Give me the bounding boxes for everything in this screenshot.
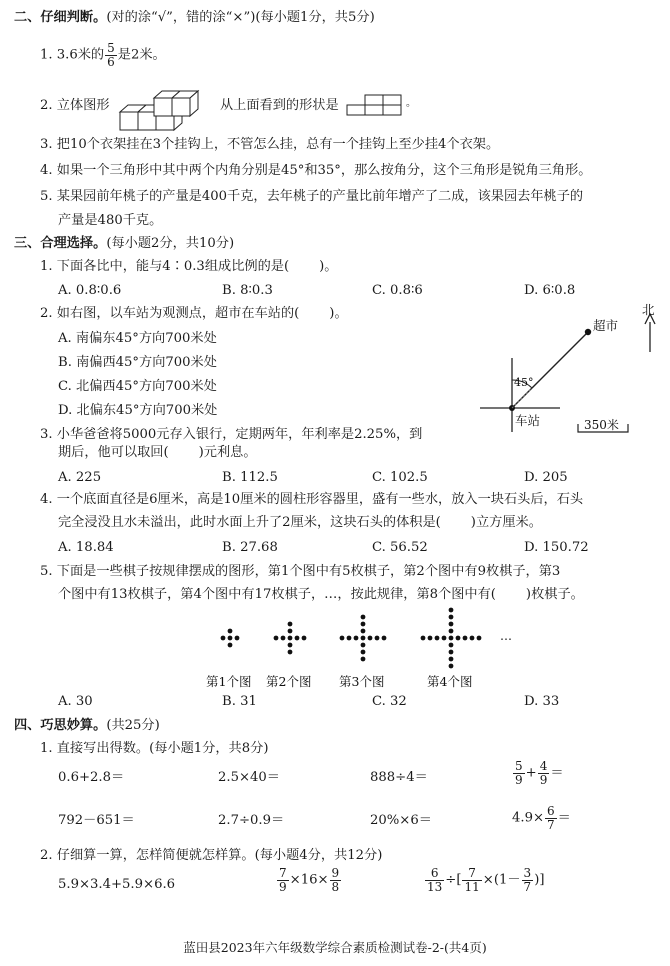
section-2-desc: (对的涂“√”，错的涂“×”)(每小题1分，共5分): [106, 10, 375, 25]
choice-q4-option-b: B. 27.68: [222, 540, 278, 555]
direction-map-figure: [470, 300, 666, 440]
section-3-title: 三、合理选择。: [14, 236, 107, 251]
supermarket-label: 超市: [593, 318, 619, 333]
calc-item-1: 0.6+2.8＝: [58, 770, 125, 785]
judge-q2-text: 2. 立体图形: [40, 98, 110, 113]
chess-piece-dot: [288, 636, 293, 641]
chess-piece-dot: [449, 622, 454, 627]
chess-piece-dot: [435, 636, 440, 641]
section-2-title: 二、仔细判断。: [14, 10, 107, 25]
calc-item-5: 792－651＝: [58, 813, 135, 828]
calc-expr-2: $\frac{7}{9}$ ×16× $\frac{9}{8}$: [279, 866, 340, 894]
judge-q4: 4. 如果一个三角形中其中两个内角分别是45°和35°，那么按角分，这个三角形是锐角三角形。: [40, 163, 592, 178]
choice-q5-option-c: C. 32: [372, 694, 407, 709]
choice-q2-option-b: B. 南偏西45°方向700米处: [58, 355, 217, 370]
choice-q1-option-b: B. 8∶0.3: [222, 283, 273, 298]
chess-piece-dot: [368, 636, 373, 641]
choice-q5-option-a: A. 30: [58, 694, 93, 709]
calc-item-2: 2.5×40＝: [218, 770, 280, 785]
chess-piece-dot: [477, 636, 482, 641]
choice-q4-option-a: A. 18.84: [58, 540, 114, 555]
chess-piece-dot: [361, 650, 366, 655]
chess-piece-dot: [347, 636, 352, 641]
chess-piece-dot: [302, 636, 307, 641]
judge-q1-text-end: 是2米。: [117, 47, 166, 63]
chess-piece-dot: [340, 636, 345, 641]
calc-expr-1: 5.9×3.4+5.9×6.6: [58, 877, 176, 892]
choice-q1-option-a: A. 0.8∶0.6: [58, 283, 122, 298]
figure-2-label: 第2个图: [266, 674, 312, 689]
chess-piece-dot: [382, 636, 387, 641]
choice-q1-option-d: D. 6∶0.8: [524, 283, 576, 298]
section-3-heading: [14, 236, 234, 253]
chess-piece-dot: [421, 636, 426, 641]
chess-piece-dot: [228, 629, 233, 634]
calc-item-6: 2.7÷0.9＝: [218, 813, 285, 828]
chess-piece-dot: [361, 643, 366, 648]
chess-piece-dot: [449, 664, 454, 669]
choice-q4-option-c: C. 56.52: [372, 540, 428, 555]
chess-piece-dot: [456, 636, 461, 641]
calc-item-8: 4.9× $\frac{6}{7}$ ＝: [512, 804, 571, 832]
figure-1-label: 第1个图: [206, 674, 252, 689]
judge-q1-text: 1. 3.6米的: [40, 47, 105, 63]
chess-piece-dot: [235, 636, 240, 641]
chess-piece-dot: [274, 636, 279, 641]
chess-piece-dot: [361, 657, 366, 662]
fraction: $\frac{5}{6}$: [107, 41, 115, 69]
calc-item-3: 888÷4＝: [370, 770, 428, 785]
chess-piece-dot: [449, 615, 454, 620]
section-3-desc: (每小题2分，共10分): [106, 236, 235, 251]
judge-q5-line2: 产量是480千克。: [58, 213, 163, 228]
station-label: 车站: [515, 413, 541, 428]
angle-label: 45°: [514, 376, 534, 389]
chess-piece-dot: [288, 650, 293, 655]
choice-q3-line1: 3. 小华爸爸将5000元存入银行，定期两年，年利率是2.25%，到: [40, 427, 423, 442]
choice-q3-option-a: A. 225: [58, 470, 102, 485]
choice-q5-option-d: D. 33: [524, 694, 560, 709]
pattern-ellipsis: …: [500, 629, 512, 643]
choice-q3-option-d: D. 205: [524, 470, 568, 485]
judge-q2-text-end: 。: [406, 98, 416, 109]
chess-piece-dot: [463, 636, 468, 641]
choice-q5-option-b: B. 31: [222, 694, 257, 709]
chess-piece-dot: [221, 636, 226, 641]
chess-piece-dot: [449, 636, 454, 641]
chess-piece-dot: [428, 636, 433, 641]
chess-piece-dot: [470, 636, 475, 641]
section-4-desc: (共25分): [106, 718, 160, 733]
choice-q2-option-c: C. 北偏西45°方向700米处: [58, 379, 217, 394]
chess-piece-dot: [442, 636, 447, 641]
section-4-title: 四、巧思妙算。: [14, 718, 107, 733]
chess-piece-dot: [288, 629, 293, 634]
choice-q2-option-a: A. 南偏东45°方向700米处: [58, 331, 217, 346]
chess-piece-dot: [449, 629, 454, 634]
chess-piece-dot: [361, 636, 366, 641]
judge-q2-text-mid: 从上面看到的形状是: [220, 98, 339, 113]
chess-piece-dot: [361, 622, 366, 627]
section-2-heading: [14, 10, 375, 27]
calc-part2-title: 2. 仔细算一算，怎样简便就怎样算。(每小题4分，共12分): [40, 848, 383, 863]
chess-piece-dot: [449, 643, 454, 648]
judge-q3: 3. 把10个衣架挂在3个挂钩上，不管怎么挂，总有一个挂钩上至少挂4个衣架。: [40, 137, 500, 152]
calc-part1-title: 1. 直接写出得数。(每小题1分，共8分): [40, 741, 269, 756]
judge-q5-line1: 5. 某果园前年桃子的产量是400千克，去年桃子的产量比前年增产了二成，该果园去年桃子的: [40, 189, 584, 204]
chess-piece-dot: [228, 643, 233, 648]
chess-piece-dot: [288, 643, 293, 648]
choice-q2-stem: 2. 如右图，以车站为观测点，超市在车站的( )。: [40, 306, 348, 321]
choice-q3-line2: 期后，他可以取回( )元利息。: [58, 445, 257, 460]
calc-expr-3: $\frac{6}{13}$ ÷[ $\frac{7}{11}$ ×(1－ $\frac{3}{7}$ )]: [427, 866, 545, 894]
solid-figure-image: [118, 88, 218, 132]
figure-4-label: 第4个图: [427, 674, 473, 689]
chess-piece-dot: [375, 636, 380, 641]
figure-3-label: 第3个图: [339, 674, 385, 689]
chess-piece-dot: [228, 636, 233, 641]
choice-q5-line2: 个图中有13枚棋子，第4个图中有17枚棋子，…，按此规律，第8个图中有( )枚棋子。: [58, 587, 584, 602]
page-footer: 蓝田县2023年六年级数学综合素质检测试卷-2-(共4页): [183, 940, 487, 955]
top-view-image: [346, 94, 406, 116]
choice-q1-option-c: C. 0.8∶6: [372, 283, 423, 298]
chess-piece-dot: [361, 629, 366, 634]
choice-q3-option-b: B. 112.5: [222, 470, 278, 485]
section-4-heading: [14, 718, 160, 735]
chess-piece-dot: [288, 622, 293, 627]
supermarket-point: [585, 329, 591, 335]
calc-item-4: $\frac{5}{9}$ + $\frac{4}{9}$ ＝: [515, 759, 564, 787]
calc-item-7: 20%×6＝: [370, 813, 432, 828]
choice-q4-line1: 4. 一个底面直径是6厘米，高是10厘米的圆柱形容器里，盛有一些水，放入一块石头后，石头: [40, 492, 584, 507]
chess-piece-dot: [295, 636, 300, 641]
choice-q2-option-d: D. 北偏东45°方向700米处: [58, 403, 218, 418]
choice-q3-option-c: C. 102.5: [372, 470, 428, 485]
chess-piece-dot: [354, 636, 359, 641]
choice-q4-option-d: D. 150.72: [524, 540, 589, 555]
chess-pattern-figure: [200, 600, 520, 696]
choice-q1-stem: 1. 下面各比中，能与4∶0.3组成比例的是( )。: [40, 259, 338, 274]
north-label: 北: [642, 302, 655, 317]
chess-piece-dot: [449, 608, 454, 613]
chess-piece-dot: [361, 615, 366, 620]
chess-piece-dot: [281, 636, 286, 641]
chess-piece-dot: [449, 657, 454, 662]
judge-q1: [40, 42, 166, 68]
chess-piece-dot: [449, 650, 454, 655]
scale-label: 350米: [584, 418, 619, 432]
choice-q4-line2: 完全浸没且水未溢出，此时水面上升了2厘米，这块石头的体积是( )立方厘米。: [58, 515, 542, 530]
choice-q5-line1: 5. 下面是一些棋子按规律摆成的图形，第1个图中有5枚棋子，第2个图中有9枚棋子，第3: [40, 564, 561, 579]
